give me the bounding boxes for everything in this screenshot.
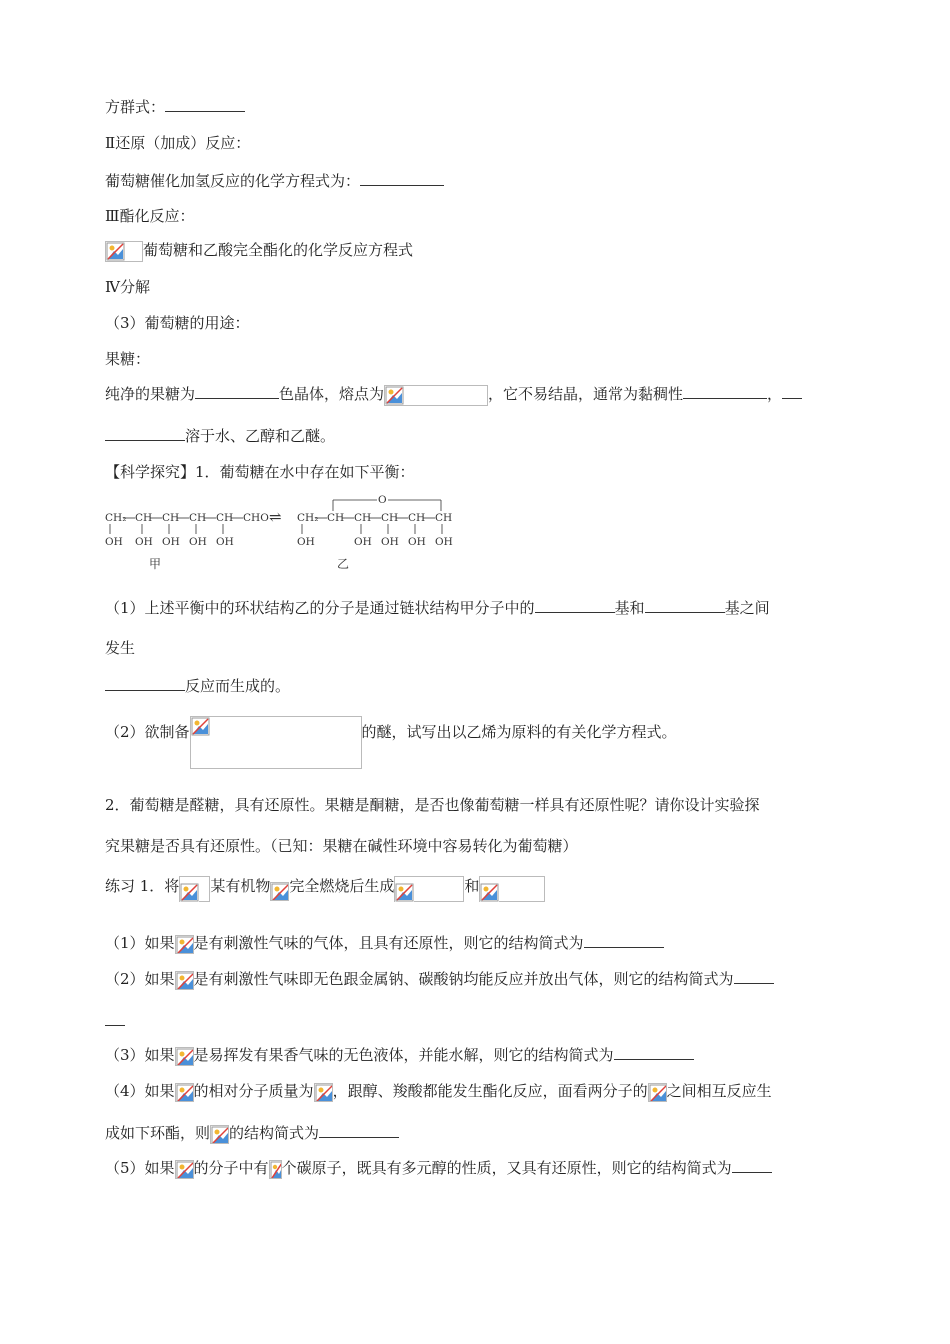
chem-ch: CH [327, 512, 345, 524]
heading-science-inquiry: 【科学探究】1．葡萄糖在水中存在如下平衡： [105, 463, 415, 481]
chem-ch2: CH₂ [297, 512, 319, 524]
broken-image-icon [395, 883, 414, 902]
sub-question-5: （5）如果 的分子中有 个碳原子，既具有多元醇的性质，又具有还原性，则它的结构简式为 [105, 1157, 772, 1179]
missing-image [190, 716, 362, 769]
chem-ch: CH [135, 512, 153, 524]
answer-blank[interactable] [195, 383, 279, 399]
missing-image [179, 876, 210, 902]
line-glucose-uses: （3）葡萄糖的用途： [105, 314, 250, 332]
line-esterification-eq: 葡萄糖和乙酸完全酯化的化学反应方程式 [105, 240, 413, 262]
line-fructose-properties: 纯净的果糖为 色晶体，熔点为 ，它不易结晶，通常为黏稠性 ， [105, 383, 802, 406]
line-hydrogenation: 葡萄糖催化加氢反应的化学方程式为： [105, 170, 444, 191]
line-fructose-solubility: 溶于水、乙醇和乙醚。 [105, 425, 335, 446]
chem-ch: CH [354, 512, 372, 524]
heading-esterification: Ⅲ酯化反应： [105, 207, 195, 225]
chem-ch: CH [216, 512, 234, 524]
answer-blank[interactable] [105, 1010, 125, 1026]
question-1-cont: 发生 [105, 639, 136, 657]
broken-image-icon [175, 971, 194, 990]
broken-image-icon [175, 1083, 194, 1102]
chem-ch2: CH₂ [105, 512, 127, 524]
missing-image [105, 241, 143, 262]
broken-image-icon [648, 1083, 667, 1102]
answer-blank[interactable] [105, 675, 185, 691]
heading-decomposition: Ⅳ分解 [105, 278, 150, 296]
chem-oh: OH [189, 536, 207, 548]
chem-oh: OH [216, 536, 234, 548]
chem-oh: OH [135, 536, 153, 548]
equilibrium-arrow: ⇌ [269, 508, 282, 526]
chem-oh: OH [435, 536, 453, 548]
answer-blank[interactable] [105, 425, 185, 441]
chem-oh: OH [408, 536, 426, 548]
chem-ch: CH [162, 512, 180, 524]
broken-image-icon [191, 717, 210, 736]
missing-image [384, 385, 488, 406]
broken-image-icon [106, 242, 125, 261]
chem-oh: OH [354, 536, 372, 548]
missing-image [479, 876, 545, 902]
broken-image-icon [385, 386, 404, 405]
exercise-1: 练习 1．将 某有机物 完全燃烧后生成 和 [105, 876, 545, 902]
chem-ch: CH [408, 512, 426, 524]
broken-image-icon [180, 883, 199, 902]
label-chain-form: 甲 [149, 557, 162, 571]
line-fangqunshi: 方群式： [105, 96, 245, 117]
broken-image-icon [175, 935, 194, 954]
answer-blank[interactable] [734, 968, 774, 984]
answer-blank[interactable] [360, 170, 444, 186]
broken-image-icon [314, 1083, 333, 1102]
chem-ch: CH [189, 512, 207, 524]
glucose-equilibrium-diagram [105, 493, 465, 575]
answer-blank[interactable] [165, 96, 245, 112]
sub-question-2-cont [105, 1010, 125, 1031]
chem-ch: CH [381, 512, 399, 524]
broken-image-icon [175, 1160, 194, 1179]
question-2: （2）欲制备 的醚，试写出以乙烯为原料的有关化学方程式。 [105, 722, 677, 769]
chem-oh: OH [297, 536, 315, 548]
label-ring-form: 乙 [337, 557, 350, 571]
missing-image [394, 876, 464, 902]
answer-blank[interactable] [782, 383, 802, 399]
chem-ch: CH [435, 512, 453, 524]
answer-blank[interactable] [645, 597, 725, 613]
heading-reduction: Ⅱ还原（加成）反应： [105, 134, 251, 152]
broken-image-icon [175, 1047, 194, 1066]
broken-image-icon [210, 1125, 229, 1144]
paragraph-2-line2: 究果糖是否具有还原性。（已知：果糖在碱性环境中容易转化为葡萄糖） [105, 837, 578, 855]
broken-image-icon [480, 883, 499, 902]
chem-ring-oxygen: O [378, 494, 387, 506]
question-1: （1）上述平衡中的环状结构乙的分子是通过链状结构甲分子中的 基和 基之间 [105, 599, 770, 617]
sub-question-2: （2）如果 是有刺激性气味即无色跟金属钠、碳酸钠均能反应并放出气体，则它的结构简式为 [105, 968, 774, 990]
answer-blank[interactable] [535, 597, 615, 613]
question-1-cont2: 反应而生成的。 [105, 675, 290, 696]
broken-image-icon [270, 882, 289, 901]
chem-oh: OH [105, 536, 123, 548]
paragraph-2-line1: 2．葡萄糖是醛糖，具有还原性。果糖是酮糖，是否也像葡萄糖一样具有还原性呢？请你设计实验探 [105, 796, 760, 814]
sub-question-1: （1）如果 是有刺激性气味的气体，且具有还原性，则它的结构简式为 [105, 932, 664, 954]
answer-blank[interactable] [584, 932, 664, 948]
sub-question-4-cont: 成如下环酯，则 的结构简式为 [105, 1122, 399, 1144]
chem-cho: CHO [243, 512, 269, 524]
answer-blank[interactable] [683, 383, 767, 399]
answer-blank[interactable] [614, 1044, 694, 1060]
chem-oh: OH [162, 536, 180, 548]
answer-blank[interactable] [732, 1157, 772, 1173]
answer-blank[interactable] [319, 1122, 399, 1138]
sub-question-4: （4）如果 的相对分子质量为 ，跟醇、羧酸都能发生酯化反应，面看两分子的 之间相互反应生 [105, 1082, 772, 1100]
heading-fructose: 果糖： [105, 350, 151, 368]
broken-image-icon [269, 1160, 282, 1179]
chem-oh: OH [381, 536, 399, 548]
sub-question-3: （3）如果 是易挥发有果香气味的无色液体，并能水解，则它的结构简式为 [105, 1044, 694, 1066]
